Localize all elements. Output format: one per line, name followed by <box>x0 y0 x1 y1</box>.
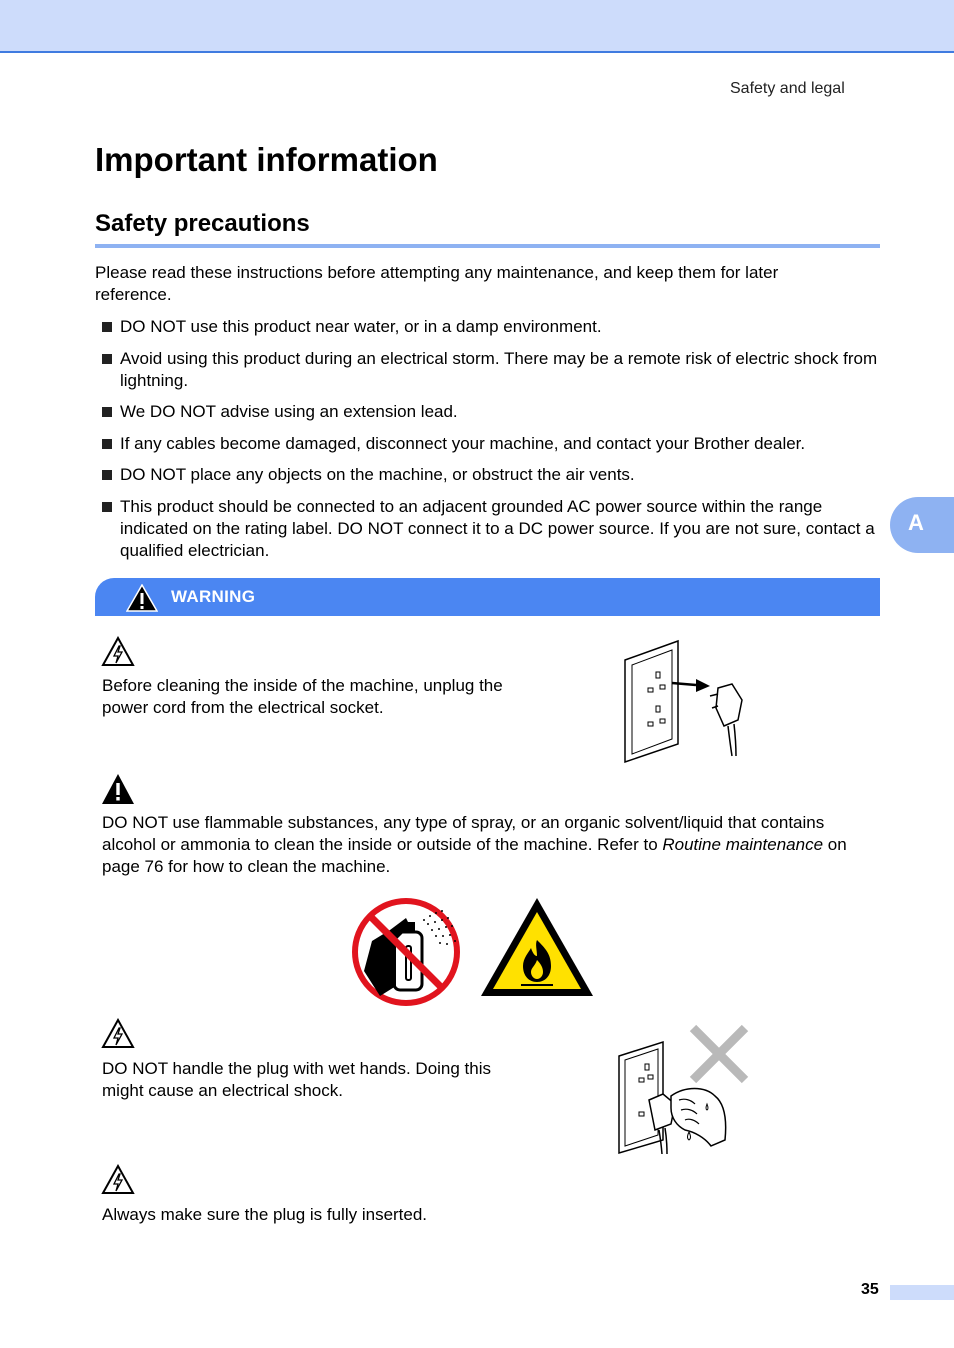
chapter-tab <box>890 497 954 553</box>
flammable-text-part: DO NOT use flammable substances, any type of spray, or an organic solvent/liquid that contains alcohol or ammonia to clean the inside or outside of the machine. Refer to <box>102 813 825 854</box>
warning-label: WARNING <box>171 587 256 606</box>
socket-unplug-illustration <box>620 638 750 766</box>
wet-hands-text: DO NOT handle the plug with wet hands. Doing this might cause an electrical shock. <box>102 1059 492 1100</box>
warning-triangle-icon <box>126 584 158 612</box>
bullet-square-icon <box>102 502 112 512</box>
chapter-tab-label: A <box>908 510 924 535</box>
flammable-text-part: on page 76 for how to clean the machine. <box>102 835 847 876</box>
routine-maintenance-reference: Routine maintenance <box>662 835 824 854</box>
page-number: 35 <box>861 1281 879 1298</box>
electrical-hazard-icon <box>101 636 135 667</box>
running-head: Safety and legal <box>730 80 845 97</box>
page-title: Important information <box>95 141 438 178</box>
list-item-text: Avoid using this product during an electrical storm. There may be a remote risk of electric shock from lightning. <box>120 348 878 390</box>
list-item <box>95 433 885 455</box>
list-item-text: DO NOT use this product near water, or in a damp environment. <box>120 317 602 336</box>
bullet-square-icon <box>102 322 112 332</box>
section-title: Safety precautions <box>95 210 310 237</box>
list-item <box>95 496 885 562</box>
list-item-text: This product should be connected to an adjacent grounded AC power source within the range indicated on the rating label. DO NOT connect it to a DC power source. If you are not sure, contact a qualified electrician. <box>120 496 875 560</box>
wet-hand-plug-illustration <box>615 1020 755 1155</box>
list-item-text: We DO NOT advise using an extension lead. <box>120 402 458 421</box>
plug-inserted-text: Always make sure the plug is fully inserted. <box>102 1205 428 1224</box>
list-item-text: If any cables become damaged, disconnect your machine, and contact your Brother dealer. <box>120 433 806 453</box>
flammable-text <box>102 812 862 878</box>
list-item <box>95 464 885 486</box>
warning-bar <box>95 578 880 616</box>
electrical-hazard-icon <box>101 1018 135 1049</box>
list-item-text: DO NOT place any objects on the machine, or obstruct the air vents. <box>120 465 635 484</box>
list-item <box>95 348 885 392</box>
bullet-square-icon <box>102 407 112 417</box>
footer-band <box>890 1285 954 1300</box>
flammable-icon <box>479 896 595 998</box>
list-item <box>95 316 885 338</box>
header-band <box>0 0 954 53</box>
bullet-square-icon <box>102 354 112 364</box>
bullet-square-icon <box>102 439 112 449</box>
section-rule <box>95 244 880 248</box>
bullet-square-icon <box>102 470 112 480</box>
warning-triangle-icon <box>101 773 135 805</box>
unplug-text: Before cleaning the inside of the machine, unplug the power cord from the electrical socket. <box>102 676 503 717</box>
electrical-hazard-icon <box>101 1164 135 1195</box>
intro-paragraph: Please read these instructions before attempting any maintenance, and keep them for later reference. <box>95 263 779 304</box>
list-item <box>95 401 885 423</box>
no-spray-icon <box>350 896 462 1008</box>
precautions-list <box>95 316 885 571</box>
